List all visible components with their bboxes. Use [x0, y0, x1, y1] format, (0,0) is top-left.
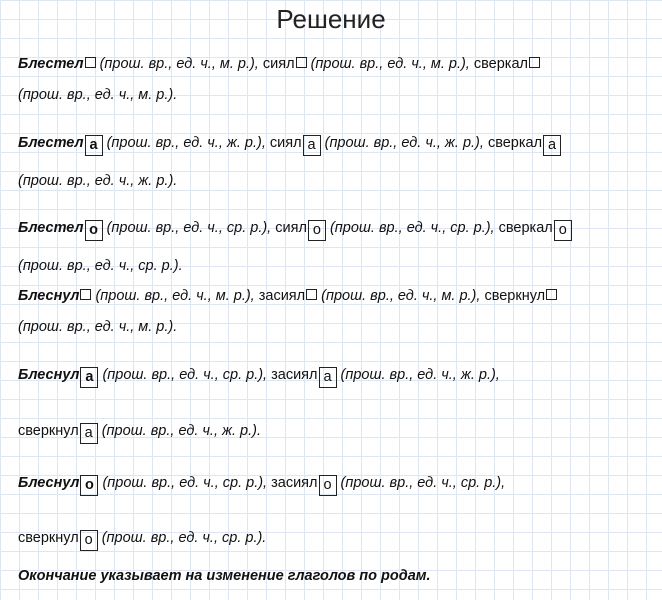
verb-word: Блеснул: [18, 288, 80, 304]
solution-line: [18, 316, 654, 338]
ending-box: а: [80, 423, 98, 444]
verb-word: Блестел: [18, 56, 84, 72]
grammar-note: (прош. вр., ед. ч., м. р.),: [321, 288, 481, 304]
grammar-note: (прош. вр., ед. ч., ж. р.).: [18, 173, 178, 189]
verb-word: Блеснул: [18, 367, 80, 383]
solution-line: [18, 217, 654, 241]
verb-word: сверкнул: [484, 288, 546, 304]
ending-box: а: [543, 135, 561, 156]
ending-box: а: [319, 367, 337, 388]
conclusion-text: Окончание указывает на изменение глаголов по родам.: [18, 568, 431, 584]
verb-word: Блеснул: [18, 475, 80, 491]
grammar-note: (прош. вр., ед. ч., ср. р.),: [102, 475, 268, 491]
solution-line: [18, 420, 654, 444]
ending-box: а: [85, 135, 103, 156]
verb-word: сиял: [269, 135, 302, 151]
solution-line: [18, 285, 654, 307]
grammar-note: (прош. вр., ед. ч., ж. р.),: [324, 135, 484, 151]
solution-line: [18, 255, 654, 277]
grammar-note: (прош. вр., ед. ч., ср. р.).: [18, 258, 183, 274]
grammar-note: (прош. вр., ед. ч., м. р.).: [18, 319, 178, 335]
grammar-note: (прош. вр., ед. ч., ср. р.).: [101, 530, 267, 546]
ending-box: о: [319, 475, 337, 496]
grammar-note: (прош. вр., ед. ч., м. р.),: [95, 288, 255, 304]
grammar-note: (прош. вр., ед. ч., ср. р.),: [340, 475, 506, 491]
verb-word: засиял: [271, 475, 318, 491]
solution-line: [18, 132, 654, 156]
ending-box: а: [80, 367, 98, 388]
verb-word: Блестел: [18, 220, 84, 236]
grammar-note: (прош. вр., ед. ч., ж. р.),: [106, 135, 266, 151]
empty-ending-box: [529, 57, 540, 68]
grammar-note: (прош. вр., ед. ч., ср. р.),: [106, 220, 272, 236]
verb-word: сверкал: [498, 220, 553, 236]
empty-ending-box: [546, 289, 557, 300]
verb-word: сверкал: [487, 135, 543, 151]
ending-box: о: [554, 220, 572, 241]
ending-box: о: [308, 220, 326, 241]
verb-word: сверкнул: [18, 423, 79, 439]
empty-ending-box: [80, 289, 91, 300]
page-title: Решение: [276, 4, 386, 34]
solution-line: [18, 170, 654, 192]
verb-word: Блестел: [18, 135, 84, 151]
solution-line: [18, 472, 654, 496]
verb-word: сиял: [275, 220, 307, 236]
ending-box: а: [303, 135, 321, 156]
empty-ending-box: [296, 57, 307, 68]
grammar-note: (прош. вр., ед. ч., м. р.),: [310, 56, 470, 72]
verb-word: засиял: [258, 288, 306, 304]
verb-word: засиял: [271, 367, 318, 383]
ending-box: о: [80, 530, 98, 551]
verb-word: сиял: [262, 56, 295, 72]
solution-line: [18, 84, 654, 106]
solution-line: [18, 364, 654, 388]
grammar-note: (прош. вр., ед. ч., ср. р.),: [102, 367, 268, 383]
solution-line: [18, 527, 654, 551]
grammar-note: (прош. вр., ед. ч., ж. р.).: [101, 423, 261, 439]
ending-box: о: [85, 220, 103, 241]
solution-line: [18, 53, 654, 75]
grammar-note: (прош. вр., ед. ч., ж. р.),: [340, 367, 500, 383]
empty-ending-box: [306, 289, 317, 300]
grammar-note: (прош. вр., ед. ч., м. р.).: [18, 87, 178, 103]
verb-word: сверкнул: [18, 530, 79, 546]
grammar-note: (прош. вр., ед. ч., ср. р.),: [329, 220, 495, 236]
ending-box: о: [80, 475, 98, 496]
verb-word: сверкал: [473, 56, 528, 72]
empty-ending-box: [85, 57, 96, 68]
grammar-note: (прош. вр., ед. ч., м. р.),: [99, 56, 259, 72]
